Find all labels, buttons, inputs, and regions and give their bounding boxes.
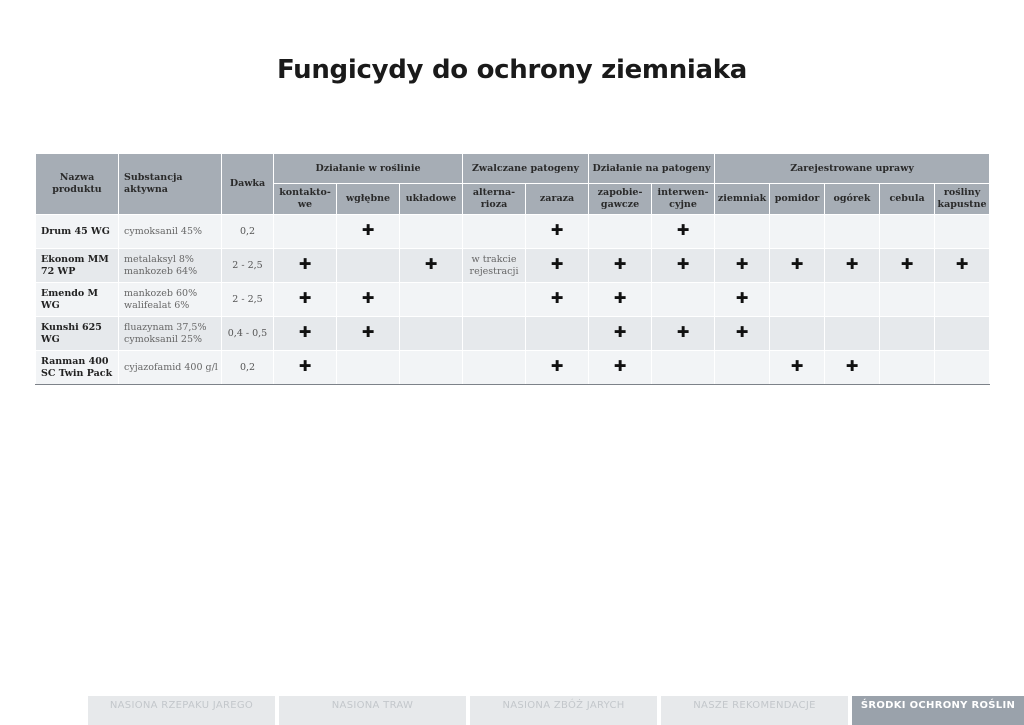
mark-cell [526,351,589,385]
header-kontaktowe: kontakto-we [274,184,337,215]
header-ogorek: ogórek [825,184,880,215]
header-ziemniak: ziemniak [715,184,770,215]
mark-cell [652,215,715,249]
dose: 2 - 2,5 [222,283,274,317]
table-row [36,215,990,249]
plus-icon: ✚ [550,255,564,273]
dose: 0,2 [222,351,274,385]
mark-cell [274,317,337,351]
plus-icon: ✚ [845,357,859,375]
table-row [36,351,990,385]
header-rosliny-kapustne: rośliny kapustne [935,184,990,215]
plus-icon: ✚ [613,323,627,341]
plus-icon: ✚ [298,357,312,375]
mark-cell [526,249,589,283]
header-dose: Dawka [222,154,274,215]
mark-cell [770,249,825,283]
mark-cell [770,215,825,249]
header-pomidor: pomidor [770,184,825,215]
mark-cell [274,249,337,283]
footer-tab[interactable]: NASIONA TRAW [279,696,466,725]
header-substance: Substancja aktywna [119,154,222,215]
plus-icon: ✚ [676,323,690,341]
plus-icon: ✚ [735,255,749,273]
mark-cell [526,317,589,351]
mark-cell [274,351,337,385]
plus-icon: ✚ [845,255,859,273]
header-ukladowe: układowe [400,184,463,215]
plus-icon: ✚ [790,357,804,375]
plus-icon: ✚ [424,255,438,273]
plus-icon: ✚ [955,255,969,273]
mark-cell [526,215,589,249]
header-group-crops: Zarejestrowane uprawy [715,154,990,184]
mark-cell [400,351,463,385]
header-group-action-plant: Działanie w roślinie [274,154,463,184]
header-cebula: cebula [880,184,935,215]
plus-icon: ✚ [613,255,627,273]
mark-cell [652,317,715,351]
header-zapobiegawcze: zapobie-gawcze [589,184,652,215]
header-zaraza: zaraza [526,184,589,215]
plus-icon: ✚ [900,255,914,273]
table-row [36,249,990,283]
mark-cell [715,249,770,283]
mark-cell [526,283,589,317]
plus-icon: ✚ [790,255,804,273]
header-group-pathogens: Zwalczane patogeny [463,154,589,184]
plus-icon: ✚ [550,357,564,375]
plus-icon: ✚ [298,323,312,341]
mark-cell [400,215,463,249]
mark-cell [825,215,880,249]
mark-cell [880,283,935,317]
mark-cell [463,351,526,385]
mark-cell [337,351,400,385]
active-substance: cyjazofamid 400 g/l [119,351,222,385]
mark-cell [935,249,990,283]
mark-cell [770,351,825,385]
mark-cell [935,317,990,351]
fungicide-table [35,153,990,385]
plus-icon: ✚ [735,289,749,307]
footer-tab[interactable]: NASIONA RZEPAKU JAREGO [88,696,275,725]
mark-cell [652,351,715,385]
mark-cell [880,317,935,351]
active-substance: metalaksyl 8% mankozeb 64% [119,249,222,283]
mark-cell [589,317,652,351]
page-title: Fungicydy do ochrony ziemniaka [276,55,748,85]
mark-cell [715,317,770,351]
mark-cell [935,283,990,317]
mark-cell [274,283,337,317]
dose: 0,4 - 0,5 [222,317,274,351]
mark-cell [825,317,880,351]
active-substance: mankozeb 60% walifealat 6% [119,283,222,317]
mark-cell [463,283,526,317]
mark-cell [935,351,990,385]
mark-cell [770,317,825,351]
mark-cell [337,249,400,283]
plus-icon: ✚ [361,323,375,341]
plus-icon: ✚ [676,221,690,239]
plus-icon: ✚ [550,221,564,239]
table-row [36,317,990,351]
mark-cell [400,283,463,317]
registration-note: w trakcie rejestracji [469,253,519,277]
product-name: Kunshi 625 WG [36,317,119,351]
product-name: Ranman 400 SC Twin Pack [36,351,119,385]
header-group-action-pathogen: Działanie na patogeny [589,154,715,184]
mark-cell [880,215,935,249]
footer-tab[interactable]: NASZE REKOMENDACJE [661,696,848,725]
mark-cell [274,215,337,249]
active-substance: cymoksanil 45% [119,215,222,249]
mark-cell [935,215,990,249]
mark-cell [652,249,715,283]
mark-cell [715,351,770,385]
active-substance: fluazynam 37,5% cymoksanil 25% [119,317,222,351]
table-body [36,215,990,385]
mark-cell [337,215,400,249]
plus-icon: ✚ [361,221,375,239]
mark-cell [589,351,652,385]
plus-icon: ✚ [550,289,564,307]
header-interwencyjne: interwen-cyjne [652,184,715,215]
plus-icon: ✚ [613,289,627,307]
mark-cell [589,249,652,283]
header-alternarioza: alterna-rioza [463,184,526,215]
mark-cell [463,215,526,249]
mark-cell [715,283,770,317]
product-name: Emendo M WG [36,283,119,317]
mark-cell [825,351,880,385]
mark-cell [400,249,463,283]
plus-icon: ✚ [613,357,627,375]
plus-icon: ✚ [361,289,375,307]
mark-cell [652,283,715,317]
table-row [36,283,990,317]
dose: 2 - 2,5 [222,249,274,283]
dose: 0,2 [222,215,274,249]
mark-cell [589,283,652,317]
mark-cell [825,283,880,317]
plus-icon: ✚ [735,323,749,341]
mark-cell [463,249,526,283]
header-name: Nazwa produktu [36,154,119,215]
mark-cell [770,283,825,317]
mark-cell [400,317,463,351]
plus-icon: ✚ [298,289,312,307]
header-wglebne: wgłębne [337,184,400,215]
mark-cell [880,249,935,283]
footer-tab[interactable]: ŚRODKI OCHRONY ROŚLIN [852,696,1024,725]
product-name: Drum 45 WG [36,215,119,249]
footer-nav [88,696,1024,725]
plus-icon: ✚ [298,255,312,273]
mark-cell [463,317,526,351]
product-name: Ekonom MM 72 WP [36,249,119,283]
mark-cell [337,317,400,351]
mark-cell [337,283,400,317]
mark-cell [825,249,880,283]
footer-tab[interactable]: NASIONA ZBÓŻ JARYCH [470,696,657,725]
mark-cell [715,215,770,249]
mark-cell [880,351,935,385]
plus-icon: ✚ [676,255,690,273]
mark-cell [589,215,652,249]
